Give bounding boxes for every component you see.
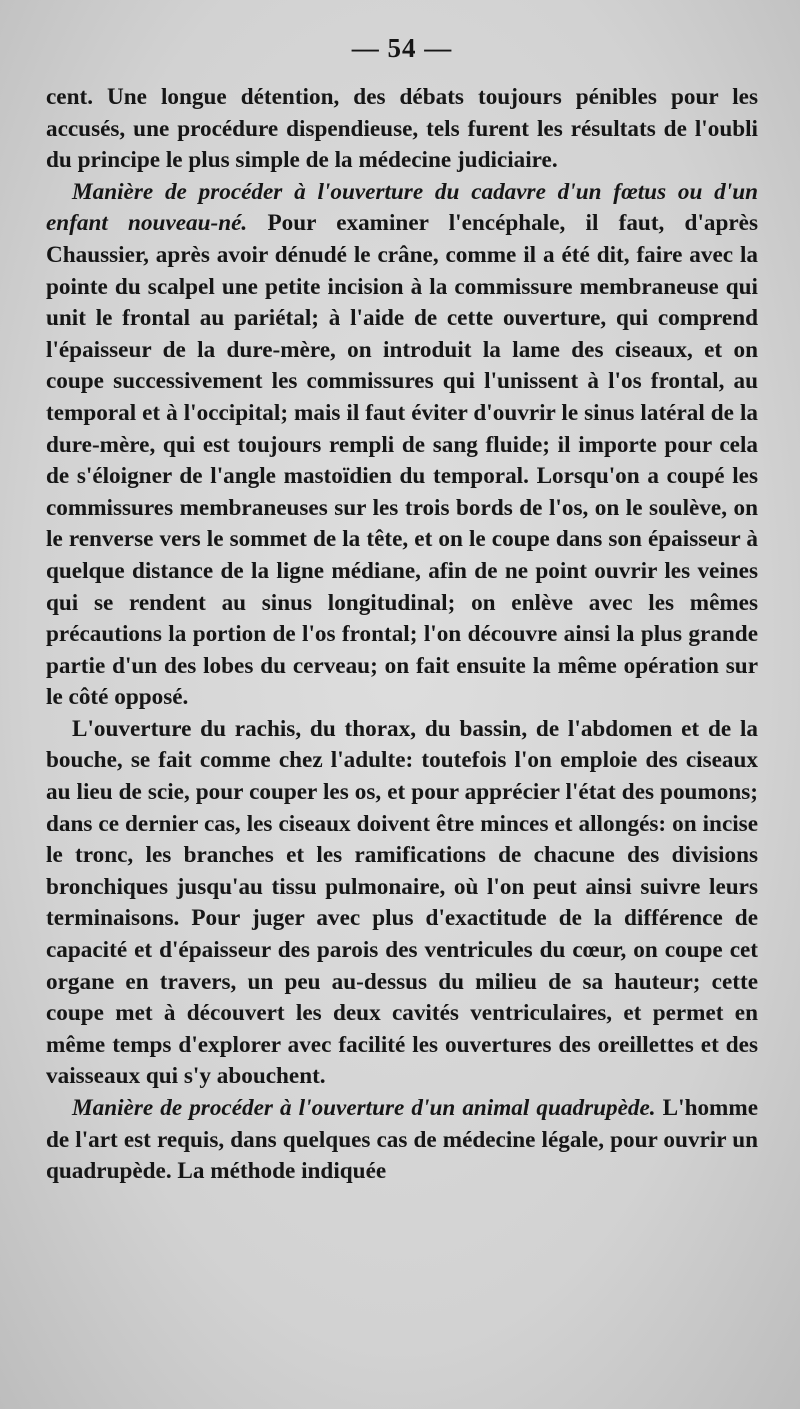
paragraph-continuation bbox=[46, 82, 758, 177]
section-heading: Manière de procéder à l'ouverture du cadavre d'un fœtus ou d'un enfant nouveau-né. bbox=[46, 178, 758, 237]
section-heading: Manière de procéder à l'ouverture d'un animal quadrupède. bbox=[72, 1095, 656, 1121]
page-number: — 54 — bbox=[351, 33, 453, 63]
paragraph-quadruped bbox=[46, 1093, 758, 1188]
page-body bbox=[46, 82, 758, 1188]
paragraph-rachis-thorax bbox=[46, 714, 758, 1093]
paragraph-text: Pour examiner l'encéphale, il faut, d'après Chaussier, après avoir dénudé le crâne, comme il a été dit, faire avec la pointe du scalpel une petite incision à la commissure membraneuse qui unit le frontal au pariétal; à l'aide de cette ouverture, qui comprend l'épaisseur de la dure-mère, on introduit la lame des ciseaux, et on coupe successivement les commissures qui l'unissent à l'os frontal, au temporal et à l'occipital; mais il faut éviter d'ouvrir le sinus latéral de la dure-mère, qui est toujours rempli de sang fluide; il importe pour cela de s'éloigner de l'angle mastoïdien du temporal. Lorsqu'on a coupé les commissures membraneuses sur les trois bords de l'os, on le soulève, on le renverse vers le sommet de la tête, et on le coupe dans son épaisseur à quelque distance de la ligne médiane, afin de ne point ouvrir les veines qui se rendent au sinus longitudinal; on enlève avec les mêmes précautions la portion de l'os frontal; l'on découvre ainsi la plus grande partie d'un des lobes du cerveau; on fait ensuite la même opération sur le côté opposé. bbox=[46, 210, 758, 711]
paragraph-text: L'homme de l'art est requis, dans quelques cas de médecine légale, pour ouvrir un quadrupède. La méthode indiquée bbox=[46, 1095, 758, 1185]
paragraph-text: L'ouverture du rachis, du thorax, du bassin, de l'abdomen et de la bouche, se fait comme chez l'adulte: toutefois l'on emploie des ciseaux au lieu de scie, pour couper les os, et pour apprécier l'état des poumons; dans ce dernier cas, les ciseaux doivent être minces et allongés: on incise le tronc, les branches et les ramifications de chacune des divisions bronchiques jusqu'au tissu pulmonaire, où l'on peut ainsi suivre leurs terminaisons. Pour juger avec plus d'exactitude de la différence de capacité et d'épaisseur des parois des ventricules du cœur, on coupe cet organe en travers, un peu au-dessus du milieu de sa hauteur; cette coupe met à découvert les deux cavités ventriculaires, et permet en même temps d'explorer avec facilité les ouvertures des oreillettes et des vaisseaux qui s'y abouchent. bbox=[46, 715, 758, 1090]
paragraph-fetus-autopsy bbox=[46, 177, 758, 714]
paragraph-text: cent. Une longue détention, des débats toujours pénibles pour les accusés, une procédure dispendieuse, tels furent les résultats de l'oubli du principe le plus simple de la médecine judiciaire. bbox=[46, 84, 758, 174]
